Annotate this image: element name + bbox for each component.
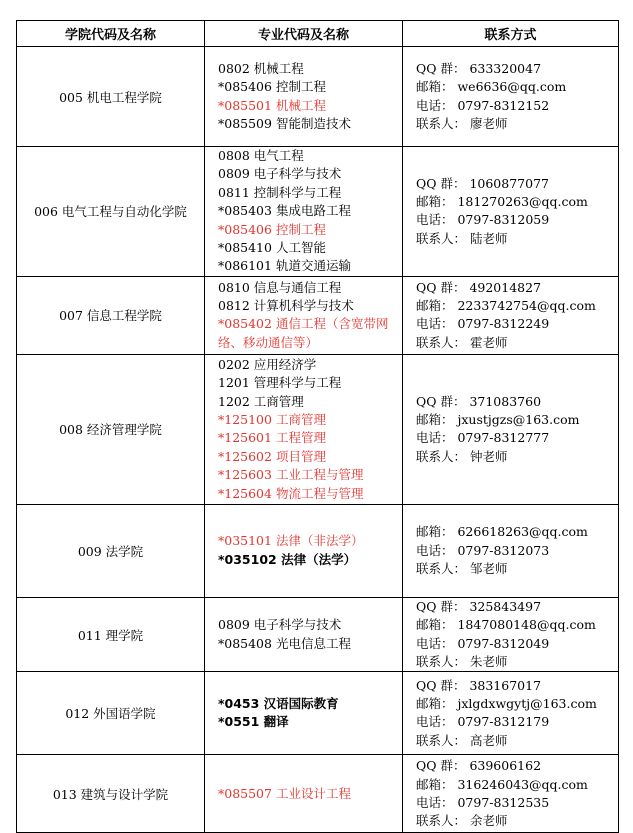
contact-line: 邮箱： 181270263@qq.com: [416, 194, 588, 210]
contact-line: 电话： 0797-8312249: [416, 316, 550, 332]
college-cell: 006 电气工程与自动化学院: [17, 147, 205, 277]
contact-line: 电话： 0797-8312535: [416, 794, 550, 810]
major-item: *125603 工业工程与管理: [218, 467, 364, 483]
contact-line: QQ 群： 371083760: [416, 393, 542, 409]
contact-line: 邮箱： 316246043@qq.com: [416, 776, 588, 792]
major-item: *035102 法律（法学）: [218, 551, 357, 567]
college-cell: 013 建筑与设计学院: [17, 755, 205, 833]
majors-cell: [205, 504, 403, 597]
major-item: 0811 控制科学与工程: [218, 184, 342, 200]
table-row: [17, 354, 619, 504]
major-item: *085410 人工智能: [218, 240, 326, 256]
contact-line: QQ 群： 633320047: [416, 60, 542, 76]
major-item: *0551 翻译: [218, 714, 289, 730]
contact-cell: [403, 147, 619, 277]
major-item: 0810 信息与通信工程: [218, 279, 342, 295]
contact-line: 联系人： 廖老师: [416, 115, 508, 131]
contact-line: 联系人： 朱老师: [416, 654, 508, 670]
table-row: [17, 276, 619, 354]
majors-cell: [205, 597, 403, 672]
major-item: 0812 计算机科学与技术: [218, 297, 354, 313]
major-item: *085507 工业设计工程: [218, 785, 351, 801]
contact-line: 电话： 0797-8312777: [416, 430, 550, 446]
major-item: 0802 机械工程: [218, 60, 304, 76]
major-item: *085406 控制工程: [218, 221, 326, 237]
majors-cell: [205, 354, 403, 504]
contact-line: 邮箱： we6636@qq.com: [416, 79, 567, 95]
major-item: 0202 应用经济学: [218, 356, 317, 372]
contact-line: 电话： 0797-8312059: [416, 212, 550, 228]
contact-cell: [403, 597, 619, 672]
contact-line: QQ 群： 325843497: [416, 598, 542, 614]
majors-cell: [205, 147, 403, 277]
table-row: [17, 504, 619, 597]
contact-line: QQ 群： 492014827: [416, 279, 542, 295]
contact-line: QQ 群： 639606162: [416, 758, 542, 774]
header-row: [17, 21, 619, 47]
contact-line: 联系人： 余老师: [416, 813, 508, 829]
major-item: *085408 光电信息工程: [218, 635, 351, 651]
majors-cell: [205, 276, 403, 354]
major-item: 1201 管理科学与工程: [218, 375, 342, 391]
contact-line: QQ 群： 383167017: [416, 677, 542, 693]
contact-line: QQ 群： 1060877077: [416, 175, 549, 191]
college-cell: 005 机电工程学院: [17, 47, 205, 147]
header-contact: 联系方式: [403, 21, 619, 47]
major-item: *0453 汉语国际教育: [218, 696, 339, 712]
contact-cell: [403, 354, 619, 504]
college-cell: 011 理学院: [17, 597, 205, 672]
college-cell: 007 信息工程学院: [17, 276, 205, 354]
table-row: [17, 147, 619, 277]
contact-line: 电话： 0797-8312152: [416, 97, 550, 113]
contact-cell: [403, 672, 619, 755]
major-item: *085403 集成电路工程: [218, 203, 351, 219]
contact-line: 联系人： 钟老师: [416, 448, 508, 464]
college-cell: 008 经济管理学院: [17, 354, 205, 504]
contact-line: 邮箱： jxlgdxwgytj@163.com: [416, 696, 597, 712]
major-item: *085509 智能制造技术: [218, 115, 351, 131]
major-item: *085406 控制工程: [218, 79, 326, 95]
college-cell: 009 法学院: [17, 504, 205, 597]
contact-line: 邮箱： 626618263@qq.com: [416, 524, 588, 540]
contact-line: 联系人： 邹老师: [416, 561, 508, 577]
contact-line: 联系人： 陆老师: [416, 230, 508, 246]
table-row: [17, 597, 619, 672]
contact-line: 联系人： 霍老师: [416, 334, 508, 350]
contact-line: 邮箱： 1847080148@qq.com: [416, 617, 596, 633]
contact-cell: [403, 755, 619, 833]
majors-cell: [205, 755, 403, 833]
major-item: 0809 电子科学与技术: [218, 617, 342, 633]
header-college: 学院代码及名称: [17, 21, 205, 47]
major-item: *125601 工程管理: [218, 430, 326, 446]
contact-line: 邮箱： jxustjgzs@163.com: [416, 411, 580, 427]
contact-line: 电话： 0797-8312073: [416, 542, 550, 558]
contact-cell: [403, 47, 619, 147]
major-item: *035101 法律（非法学）: [218, 533, 364, 549]
majors-cell: [205, 672, 403, 755]
major-item: *125100 工商管理: [218, 411, 326, 427]
contact-line: 电话： 0797-8312049: [416, 635, 550, 651]
college-cell: 012 外国语学院: [17, 672, 205, 755]
contact-cell: [403, 276, 619, 354]
contact-line: 电话： 0797-8312179: [416, 714, 550, 730]
major-item: 0808 电气工程: [218, 148, 304, 163]
contact-cell: [403, 504, 619, 597]
major-item: *125602 项目管理: [218, 448, 326, 464]
major-item: 1202 工商管理: [218, 393, 304, 409]
major-item: 络、移动通信等）: [218, 334, 319, 350]
major-item: 0809 电子科学与技术: [218, 166, 342, 182]
contact-line: 联系人： 高老师: [416, 732, 508, 748]
major-item: *085501 机械工程: [218, 97, 326, 113]
table-row: [17, 47, 619, 147]
major-item: *125604 物流工程与管理: [218, 485, 364, 501]
table-row: [17, 755, 619, 833]
contact-line: 邮箱： 2233742754@qq.com: [416, 297, 596, 313]
header-majors: 专业代码及名称: [205, 21, 403, 47]
major-item: *086101 轨道交通运输: [218, 258, 351, 274]
table-row: [17, 672, 619, 755]
majors-cell: [205, 47, 403, 147]
major-item: *085402 通信工程（含宽带网: [218, 316, 389, 332]
admissions-table: [16, 20, 619, 833]
